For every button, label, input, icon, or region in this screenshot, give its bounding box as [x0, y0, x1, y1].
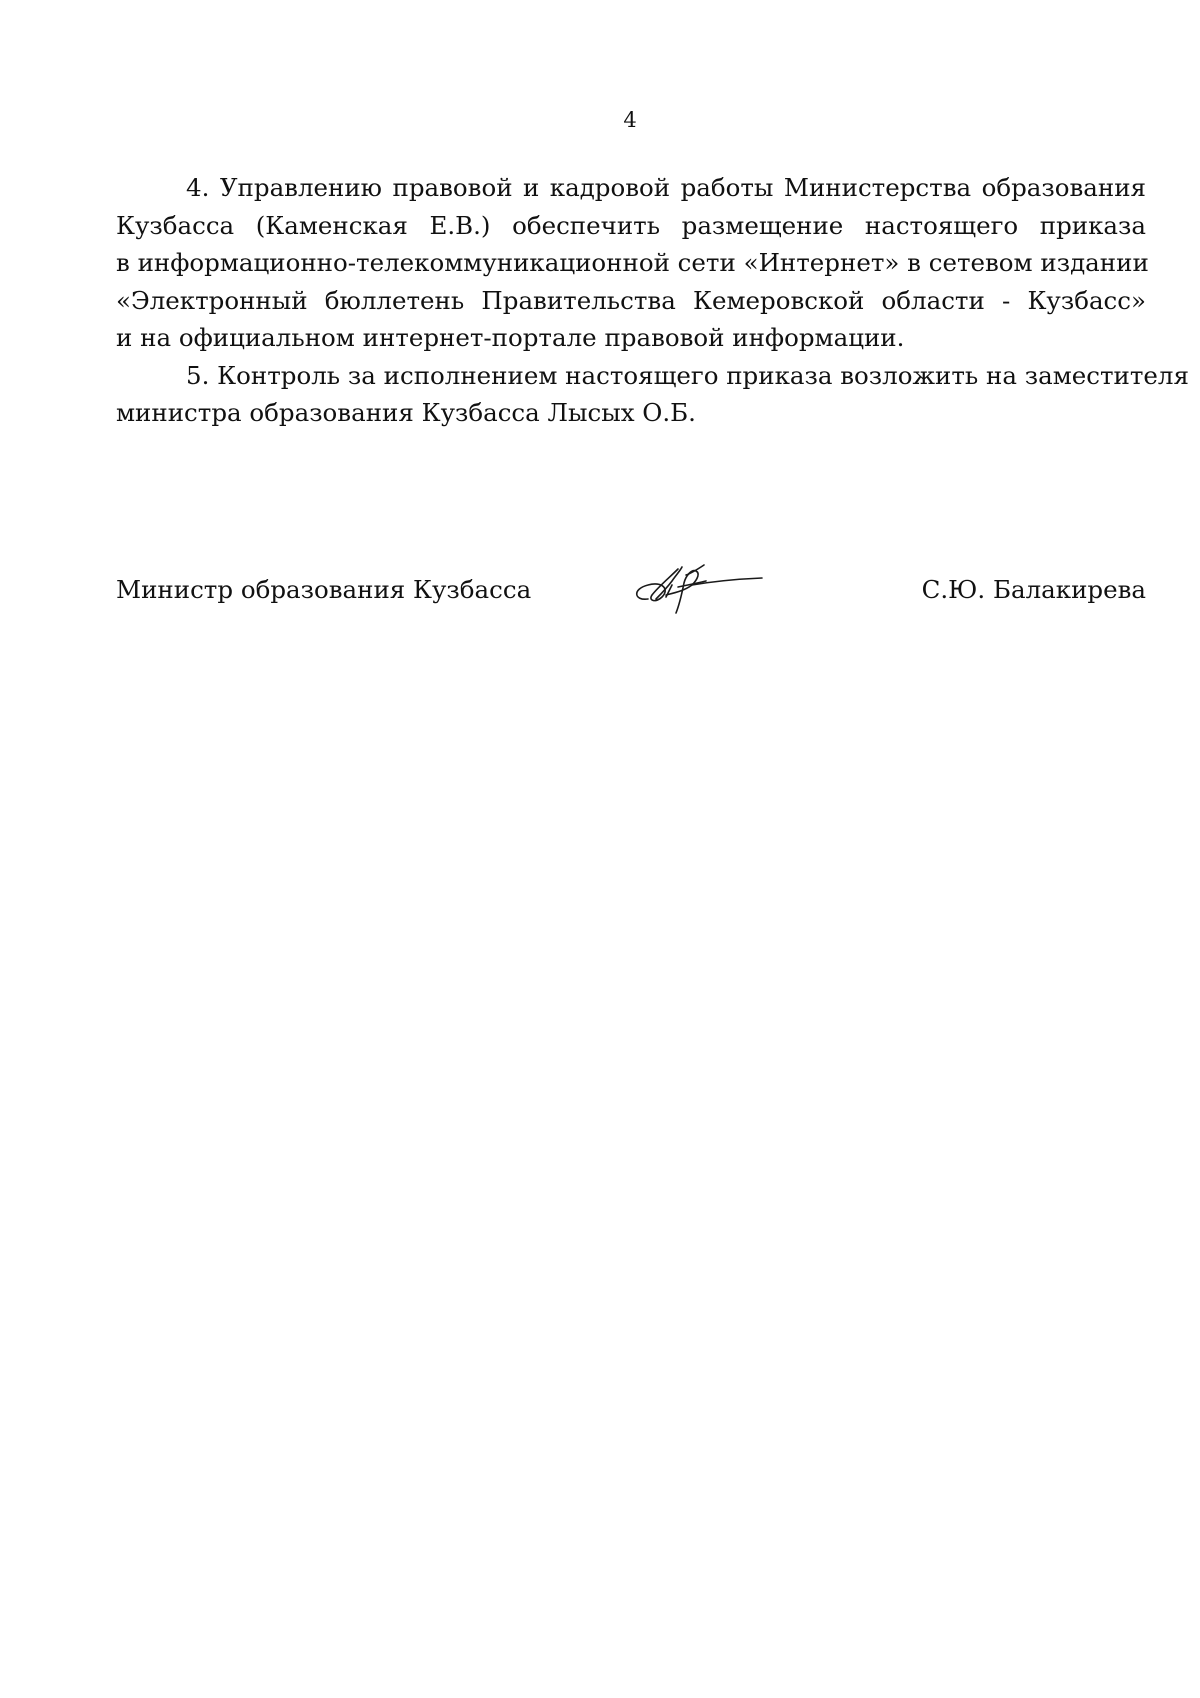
paragraph-line: в информационно-телекоммуникационной сети «Интернет» в сетевом издании [116, 248, 1149, 277]
paragraph-line: и на официальном интернет-портале правовой информации. [116, 323, 905, 352]
paragraph-line: 4. Управлению правовой и кадровой работы Министерства образования [186, 173, 1146, 202]
paragraph-4 [116, 169, 1149, 357]
page-number: 4 [623, 108, 637, 132]
paragraph-line: 5. Контроль за исполнением настоящего приказа возложить на заместителя [186, 360, 1189, 390]
signatory-position: Министр образования Кузбасса [116, 575, 532, 604]
handwritten-signature-icon [626, 555, 766, 625]
paragraph-5 [116, 357, 1189, 432]
signature-block [116, 555, 1146, 635]
paragraph-line: Кузбасса (Каменская Е.В.) обеспечить размещение настоящего приказа [116, 210, 1146, 240]
document-body [116, 169, 1189, 432]
paragraph-line: «Электронный бюллетень Правительства Кемеровской области - Кузбасс» [116, 285, 1146, 315]
signatory-name: С.Ю. Балакирева [921, 575, 1146, 604]
paragraph-line: министра образования Кузбасса Лысых О.Б. [116, 398, 696, 427]
